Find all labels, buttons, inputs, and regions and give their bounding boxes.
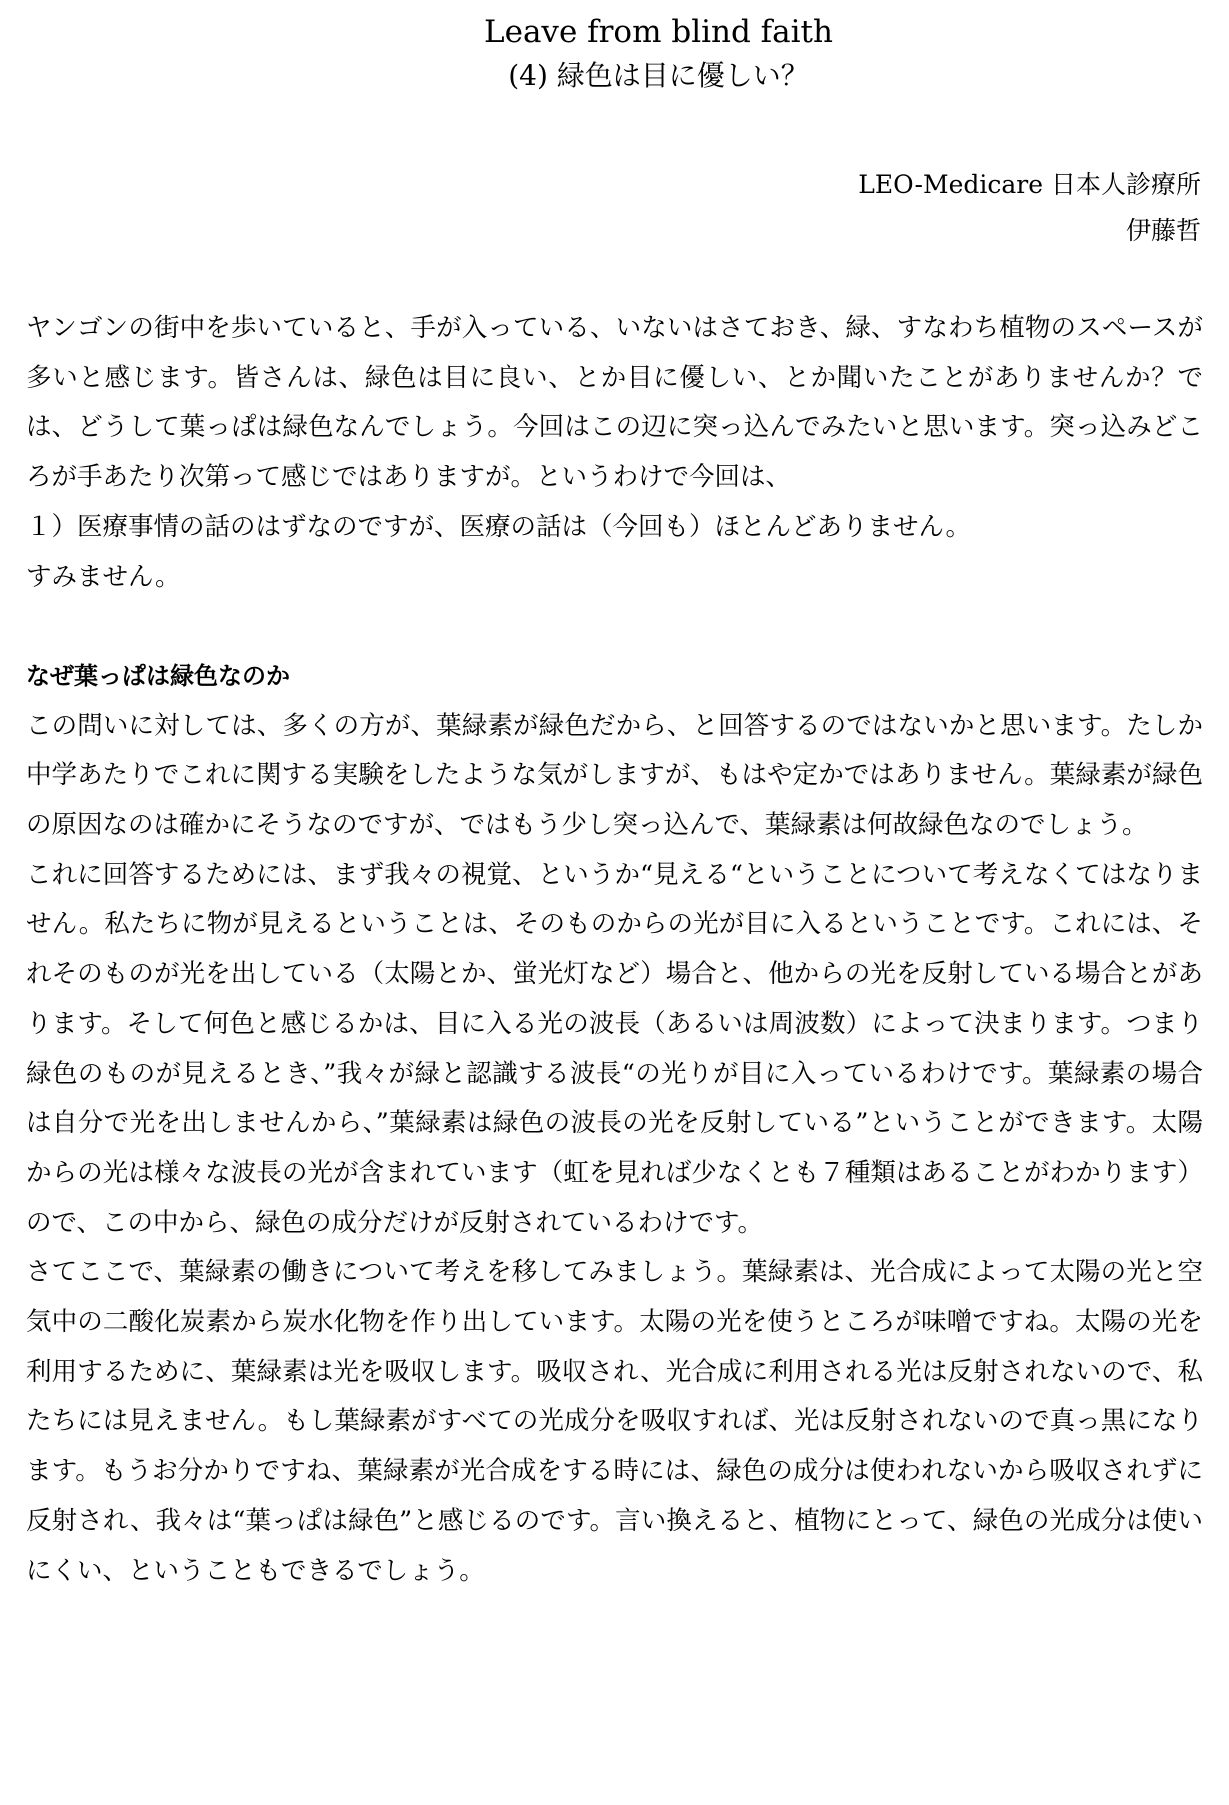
section-paragraph: さてここで、葉緑素の働きについて考えを移してみましょう。葉緑素は、光合成によって太陽の光と空気中の二酸化炭素から炭水化物を作り出しています。太陽の光を使うところが味噌ですね。太陽の光を利用するために、葉緑素は光を吸収します。吸収され、光合成に利用される光は反射されないので、私たちには見えません。もし葉緑素がすべての光成分を吸収すれば、光は反射されないので真っ黒になります。もうお分かりですね、葉緑素が光合成をする時には、緑色の成分は使われないから吸収されずに反射され、我々は“葉っぱは緑色”と感じるのです。言い換えると、植物にとって、緑色の光成分は使いにくい、ということもできるでしょう。 [26, 1257, 1203, 1586]
author-name: 伊藤哲 [1125, 216, 1201, 245]
paragraph-spacer [26, 602, 1203, 652]
author-affiliation: LEO-Medicare 日本人診療所 [858, 170, 1201, 199]
section-paragraph: これに回答するためには、まず我々の視覚、というか“見える“ということについて考えなくてはなりません。私たちに物が見えるということは、そのものからの光が目に入るということです。これには、それそのものが光を出している（太陽とか、蛍光灯など）場合と、他からの光を反射している場合とがあります。そして何色と感じるかは、目に入る光の波長（あるいは周波数）によって決まります。つまり緑色のものが見えるとき、”我々が緑と認識する波長“の光りが目に入っているわけです。葉緑素の場合は自分で光を出しませんから、”葉緑素は緑色の波長の光を反射している”ということができます。太陽からの光は様々な波長の光が含まれています（虹を見れば少なくとも７種類はあることがわかります）ので、この中から、緑色の成分だけが反射されているわけです。 [26, 859, 1203, 1238]
article-title: (4) 緑色は目に優しい？ [508, 59, 809, 92]
section-heading: なぜ葉っぱは緑色なのか [26, 661, 290, 690]
section-paragraph: この問いに対しては、多くの方が、葉緑素が緑色だから、と回答するのではないかと思います。たしか中学あたりでこれに関する実験をしたような気がしますが、もはや定かではありません。葉緑素が緑色の原因なのは確かにそうなのですが、ではもう少し突っ込んで、葉緑素は何故緑色なのでしょう。 [26, 710, 1203, 841]
title-block [114, 10, 1203, 98]
intro-note: １）医療事情の話のはずなのですが、医療の話は（今回も）ほとんどありません。 [26, 511, 972, 542]
intro-paragraph: ヤンゴンの街中を歩いていると、手が入っている、いないはさておき、緑、すなわち植物のスペースが多いと感じます。皆さんは、緑色は目に良い、とか目に優しい、とか聞いたことがありませんか？では、どうして葉っぱは緑色なんでしょう。今回はこの辺に突っ込んでみたいと思います。突っ込みどころが手あたり次第って感じではありますが。というわけで今回は、 [26, 313, 1203, 493]
author-block [26, 162, 1203, 254]
article-body [26, 304, 1203, 1596]
intro-apology: すみません。 [26, 561, 181, 592]
series-title: Leave from blind faith [484, 14, 833, 50]
